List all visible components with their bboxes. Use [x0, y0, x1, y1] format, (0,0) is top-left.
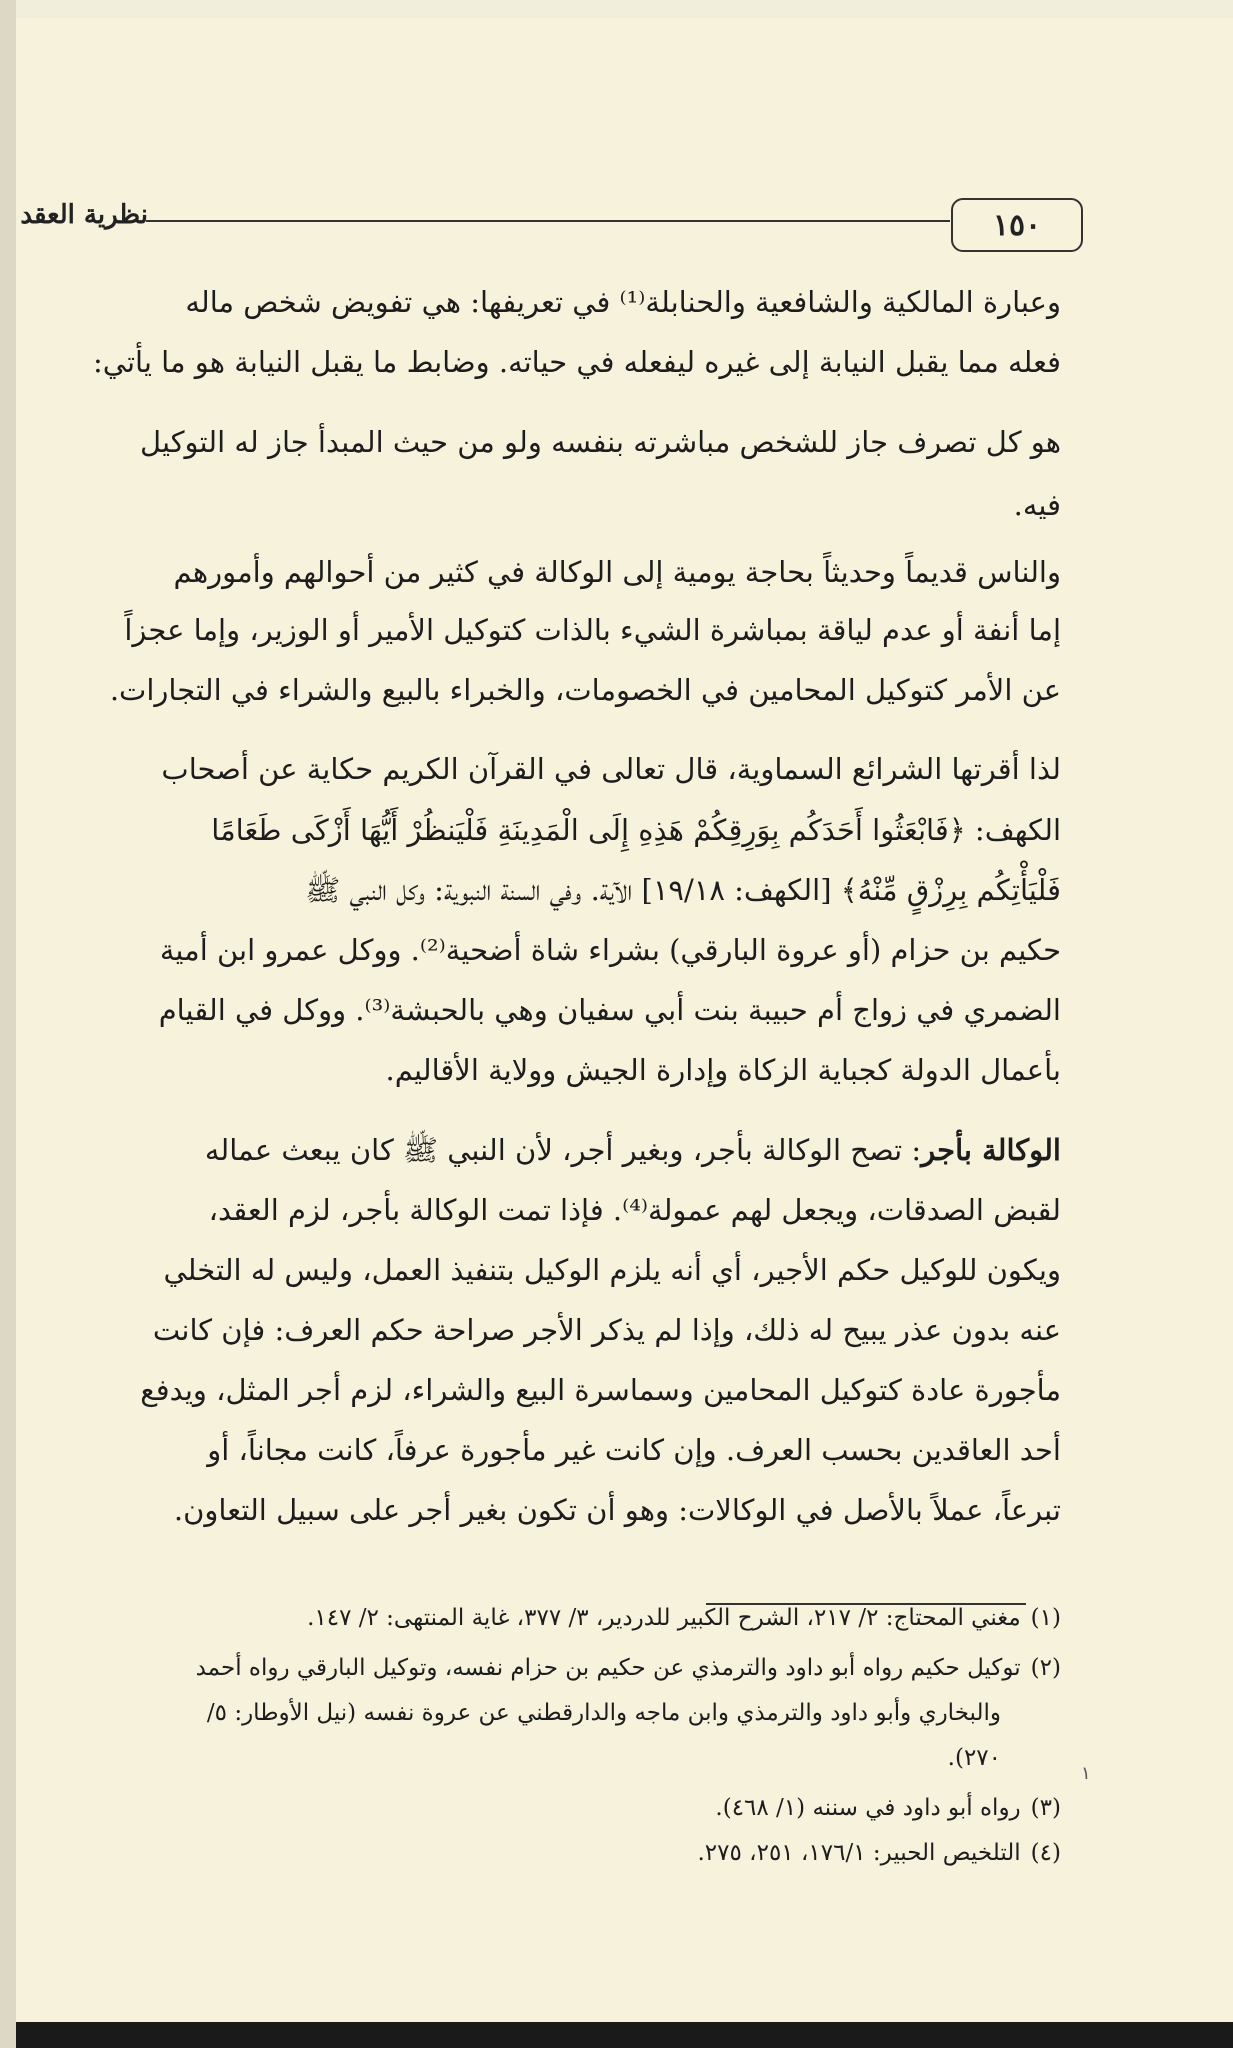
body-line-text: وعبارة المالكية والشافعية والحنابلة⁽¹⁾ في تعريفها: هي تفويض شخص ماله	[185, 285, 1061, 319]
body-line	[124, 613, 1061, 647]
body-line	[305, 873, 1061, 915]
running-title	[20, 200, 148, 230]
footnote-number: (٢)	[1030, 1655, 1061, 1681]
body-line	[110, 673, 1061, 707]
footnote-text: والبخاري وأبو داود والترمذي وابن ماجه والدارقطني عن عروة نفسه (نيل الأوطار: ٥/	[206, 1700, 1001, 1726]
body-line-text: لذا أقرتها الشرائع السماوية، قال تعالى في القرآن الكريم حكاية عن أصحاب	[161, 752, 1061, 786]
body-line-text: فعله مما يقبل النيابة إلى غيره ليفعله في حياته. وضابط ما يقبل النيابة هو ما يأتي:	[93, 345, 1061, 379]
page-number: ١٥٠	[951, 198, 1083, 252]
body-line	[207, 1433, 1061, 1467]
body-line	[163, 1253, 1061, 1287]
footnote-line	[715, 1795, 1061, 1821]
footnote-text: مغني المحتاج: ٢/ ٢١٧، الشرح الكبير للدردير، ٣/ ٣٧٧، غاية المنتهى: ٢/ ١٤٧.	[307, 1605, 1021, 1631]
body-line	[211, 813, 1061, 847]
book-page	[16, 18, 1233, 2022]
body-line-text: فَلْيَأْتِكُم بِرِزْقٍ مِّنْهُ﴾ [الكهف: ١٩/١٨] الآية. وفي السنة النبوية: وكل النبي ﷺ	[305, 873, 1061, 907]
footnote-number: (١)	[1030, 1605, 1061, 1631]
body-line	[185, 285, 1061, 319]
body-line-text: هو كل تصرف جاز للشخص مباشرته بنفسه ولو من حيث المبدأ جاز له التوكيل	[139, 425, 1061, 459]
body-line-text: حكيم بن حزام (أو عروة البارقي) بشراء شاة أضحية⁽²⁾. ووكل عمرو ابن أمية	[159, 933, 1061, 967]
body-line	[161, 752, 1061, 786]
body-line-text: أحد العاقدين بحسب العرف. وإن كانت غير مأجورة عرفاً، كانت مجاناً، أو	[207, 1433, 1061, 1467]
body-line	[205, 1133, 1061, 1175]
body-line-text: عنه بدون عذر يبيح له ذلك، وإذا لم يذكر الأجر صراحة حكم العرف: فإن كانت	[152, 1313, 1061, 1347]
body-line	[140, 1373, 1061, 1407]
body-line	[159, 993, 1061, 1027]
body-line	[153, 1313, 1061, 1347]
body-line	[140, 425, 1061, 459]
footnote-line	[948, 1745, 1001, 1771]
footnote-line	[307, 1605, 1061, 1631]
body-line-text: لقبض الصدقات، ويجعل لهم عمولة⁽⁴⁾. فإذا تمت الوكالة بأجر، لزم العقد،	[208, 1193, 1061, 1227]
body-line-text: تبرعاً، عملاً بالأصل في الوكالات: وهو أن تكون بغير أجر على سبيل التعاون.	[173, 1493, 1061, 1527]
section-heading: الوكالة بأجر	[921, 1133, 1061, 1167]
footnote-text: رواه أبو داود في سننه (١/ ٤٦٨).	[715, 1795, 1021, 1821]
body-line-text: بأعمال الدولة كجباية الزكاة وإدارة الجيش وولاية الأقاليم.	[385, 1053, 1061, 1087]
header-rule	[146, 220, 950, 222]
body-line	[174, 555, 1061, 589]
body-line-text: الضمري في زواج أم حبيبة بنت أبي سفيان وهي بالحبشة⁽³⁾. ووكل في القيام	[158, 993, 1061, 1027]
footnote-text: توكيل حكيم رواه أبو داود والترمذي عن حكيم بن حزام نفسه، وتوكيل البارقي رواه أحمد	[195, 1655, 1021, 1681]
footnote-text: التلخيص الحبير: ١٧٦/١، ٢٥١، ٢٧٥.	[697, 1840, 1021, 1866]
scan-edge-left	[0, 0, 16, 2048]
body-line	[93, 345, 1061, 379]
body-line-text: عن الأمر كتوكيل المحامين في الخصومات، والخبراء بالبيع والشراء في التجارات.	[109, 673, 1061, 707]
scan-edge-top	[0, 0, 1233, 18]
body-line	[160, 933, 1061, 967]
footnote-line	[697, 1840, 1061, 1866]
footnote-number: (٤)	[1030, 1840, 1061, 1866]
footnote-line	[207, 1700, 1001, 1726]
body-line-text: فيه.	[1013, 488, 1061, 522]
body-line	[1014, 488, 1061, 522]
running-header	[16, 198, 1233, 258]
body-line	[174, 1493, 1061, 1527]
body-line-text: الكهف: ﴿فَابْعَثُوا أَحَدَكُم بِوَرِقِكُمْ هَذِهِ إِلَى الْمَدِينَةِ فَلْيَنظُرْ أَيُّهَا أَزْكَى طَعَامًا	[211, 813, 1061, 847]
footnote-line	[196, 1655, 1061, 1681]
footnote-number: (٣)	[1030, 1795, 1061, 1821]
scan-mark: ١	[1081, 1763, 1091, 1784]
body-line-text: إما أنفة أو عدم لياقة بمباشرة الشيء بالذات كتوكيل الأمير أو الوزير، وإما عجزاً	[124, 613, 1061, 647]
body-line	[385, 1053, 1061, 1087]
body-line	[209, 1193, 1061, 1227]
body-line-text: : تصح الوكالة بأجر، وبغير أجر، لأن النبي ﷺ كان يبعث عماله	[204, 1133, 922, 1167]
body-line-text: والناس قديماً وحديثاً بحاجة يومية إلى الوكالة في كثير من أحوالهم وأمورهم	[173, 555, 1061, 589]
body-line-text: مأجورة عادة كتوكيل المحامين وسماسرة البيع والشراء، لزم أجر المثل، ويدفع	[140, 1373, 1061, 1407]
body-line-text: ويكون للوكيل حكم الأجير، أي أنه يلزم الوكيل بتنفيذ العمل، وليس له التخلي	[163, 1253, 1061, 1287]
footnote-text: ٢٧٠).	[947, 1745, 1001, 1771]
running-title-text: نظرية العقد	[20, 200, 148, 230]
